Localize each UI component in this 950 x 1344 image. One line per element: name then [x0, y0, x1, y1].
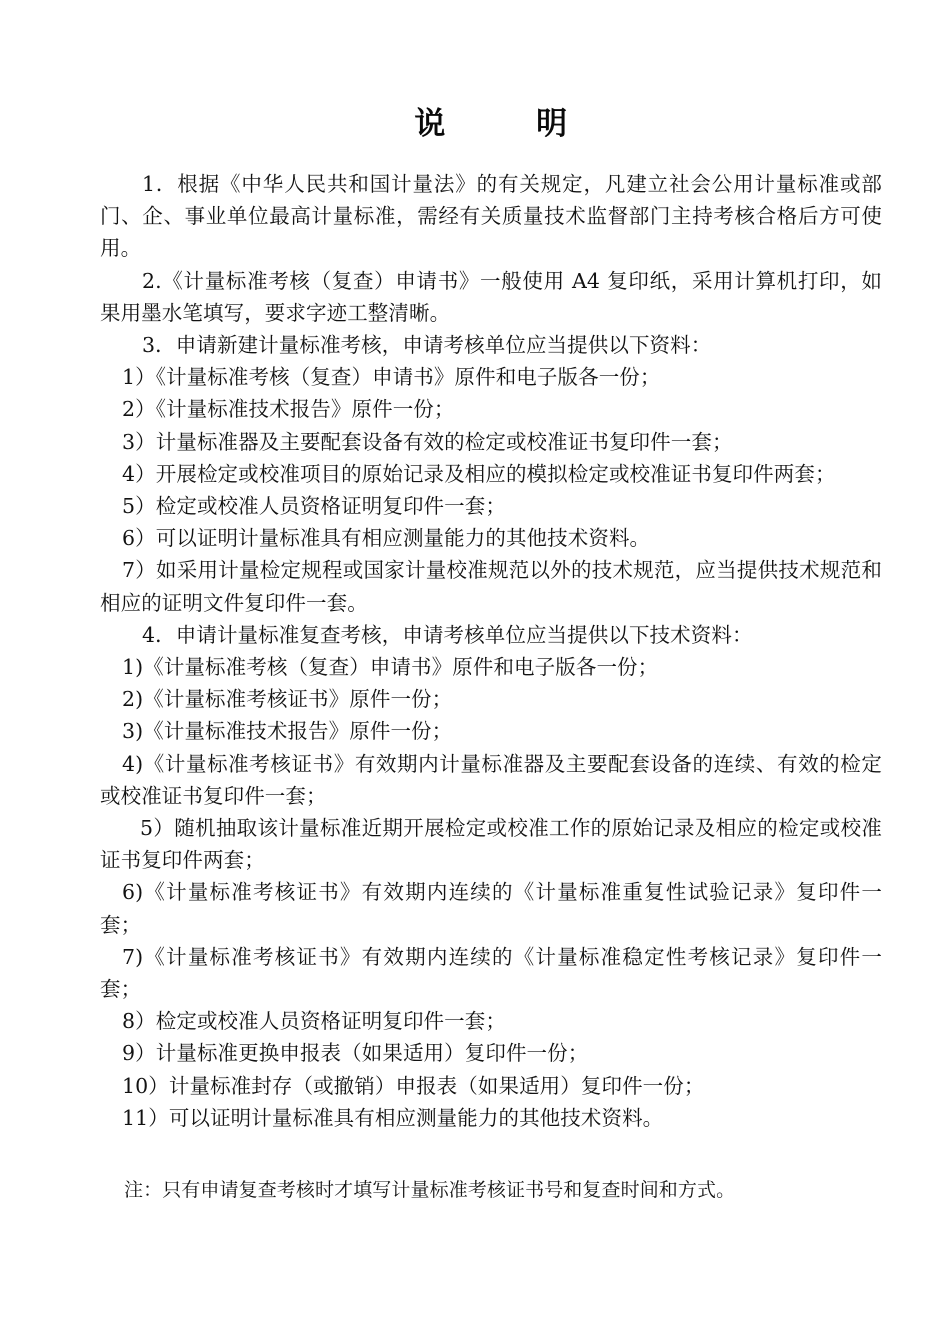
- list-item-3-6: 6）可以证明计量标准具有相应测量能力的其他技术资料。: [122, 526, 651, 551]
- paragraph-item-4: 4．申请计量标准复查考核，申请考核单位应当提供以下技术资料：: [142, 622, 753, 647]
- list-item-4-2: 2)《计量标准考核证书》原件一份；: [122, 687, 453, 712]
- page-title: 说 明: [414, 106, 568, 142]
- list-item-3-1: 1）《计量标准考核（复查）申请书》原件和电子版各一份；: [122, 365, 661, 390]
- list-item-4-3: 3)《计量标准技术报告》原件一份；: [122, 719, 453, 744]
- list-item-4-10: 10）计量标准封存（或撤销）申报表（如果适用）复印件一份；: [122, 1073, 705, 1098]
- list-item-4-1: 1)《计量标准考核（复查）申请书》原件和电子版各一份；: [122, 655, 659, 680]
- list-item-4-7: 7)《计量标准考核证书》有效期内连续的《计量标准稳定性考核记录》复印件一套；: [100, 944, 882, 1002]
- list-item-3-4: 4）开展检定或校准项目的原始记录及相应的模拟检定或校准证书复印件两套；: [122, 461, 836, 486]
- paragraph-item-1: 1．根据《中华人民共和国计量法》的有关规定，凡建立社会公用计量标准或部门、企、事业单位最高计量标准，需经有关质量技术监督部门主持考核合格后方可使用。: [100, 172, 882, 261]
- list-item-4-11: 11）可以证明计量标准具有相应测量能力的其他技术资料。: [122, 1105, 664, 1130]
- list-item-3-5: 5）检定或校准人员资格证明复印件一套；: [122, 494, 506, 519]
- list-item-4-8: 8）检定或校准人员资格证明复印件一套；: [122, 1009, 506, 1034]
- list-item-4-6: 6)《计量标准考核证书》有效期内连续的《计量标准重复性试验记录》复印件一套；: [100, 880, 882, 937]
- list-item-3-3: 3）计量标准器及主要配套设备有效的检定或校准证书复印件一套；: [122, 429, 733, 454]
- paragraph-item-3: 3．申请新建计量标准考核，申请考核单位应当提供以下资料：: [142, 333, 712, 358]
- list-item-3-7: 7）如采用计量检定规程或国家计量校准规范以外的技术规范，应当提供技术规范和相应的证明文件复印件一套。: [100, 558, 882, 615]
- list-item-3-2: 2）《计量标准技术报告》原件一份；: [122, 397, 455, 422]
- list-item-4-5: 5）随机抽取该计量标准近期开展检定或校准工作的原始记录及相应的检定或校准证书复印件两套；: [100, 816, 882, 873]
- list-item-4-4: 4)《计量标准考核证书》有效期内计量标准器及主要配套设备的连续、有效的检定或校准证书复印件一套；: [100, 751, 882, 808]
- document-body: [100, 168, 882, 1134]
- paragraph-item-2: 2.《计量标准考核（复查）申请书》一般使用 A4 复印纸，采用计算机打印，如果用墨水笔填写，要求字迹工整清晰。: [100, 268, 882, 325]
- document-content: [100, 0, 882, 1206]
- footnote: 注：只有申请复查考核时才填写计量标准考核证书号和复查时间和方式。: [124, 1179, 736, 1202]
- list-item-4-9: 9）计量标准更换申报表（如果适用）复印件一份；: [122, 1041, 589, 1066]
